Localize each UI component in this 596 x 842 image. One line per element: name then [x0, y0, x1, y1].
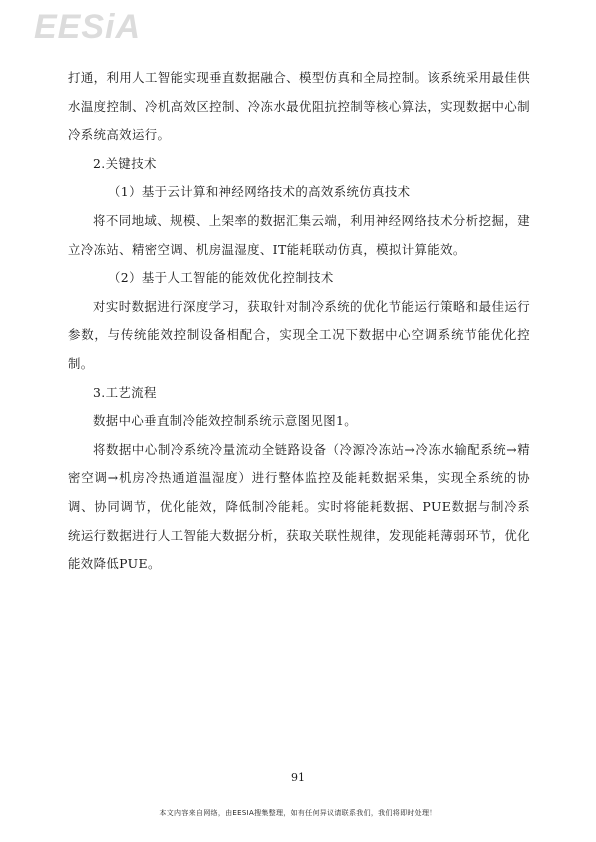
section-heading-key-tech: 2.关键技术 — [93, 155, 157, 171]
paragraph-intro: 打通，利用人工智能实现垂直数据融合、模型仿真和全局控制。该系统采用最佳供水温度控制、冷机高效区控制、冷冻水最优阻抗控制等核心算法，实现数据中心制冷系统高效运行。 — [68, 70, 530, 143]
document-body — [68, 64, 530, 579]
paragraph-process: 将数据中心制冷系统冷量流动全链路设备（冷源冷冻站→冷冻水输配系统→精密空调→机房冷热通道温湿度）进行整体监控及能耗数据采集，实现全系统的协调、协同调节，优化能效，降低制冷能耗。实时将能耗数据、PUE数据与制冷系统运行数据进行人工智能大数据分析，获取关联性规律，发现能耗薄弱环节，优化能效降低PUE。 — [68, 441, 530, 572]
paragraph-simulation: 将不同地域、规模、上架率的数据汇集云端，利用神经网络技术分析挖掘，建立冷冻站、精密空调、机房温湿度、IT能耗联动仿真，模拟计算能效。 — [68, 212, 530, 257]
subheading-ai-control: （2）基于人工智能的能效优化控制技术 — [108, 270, 334, 286]
footer-notice: 本文内容来自网络，由EESIA搜集整理，如有任何异议请联系我们，我们将即时处理！ — [159, 809, 437, 817]
paragraph-figure-ref: 数据中心垂直制冷能效控制系统示意图见图1。 — [93, 413, 358, 429]
paragraph-ai-control: 对实时数据进行深度学习，获取针对制冷系统的优化节能运行策略和最佳运行参数，与传统能效控制设备相配合，实现全工况下数据中心空调系统节能优化控制。 — [68, 298, 530, 371]
section-heading-process: 3.工艺流程 — [93, 384, 157, 400]
eesia-logo: EESiA — [34, 8, 142, 46]
subheading-simulation: （1）基于云计算和神经网络技术的高效系统仿真技术 — [108, 184, 411, 200]
page-number: 91 — [291, 771, 305, 784]
